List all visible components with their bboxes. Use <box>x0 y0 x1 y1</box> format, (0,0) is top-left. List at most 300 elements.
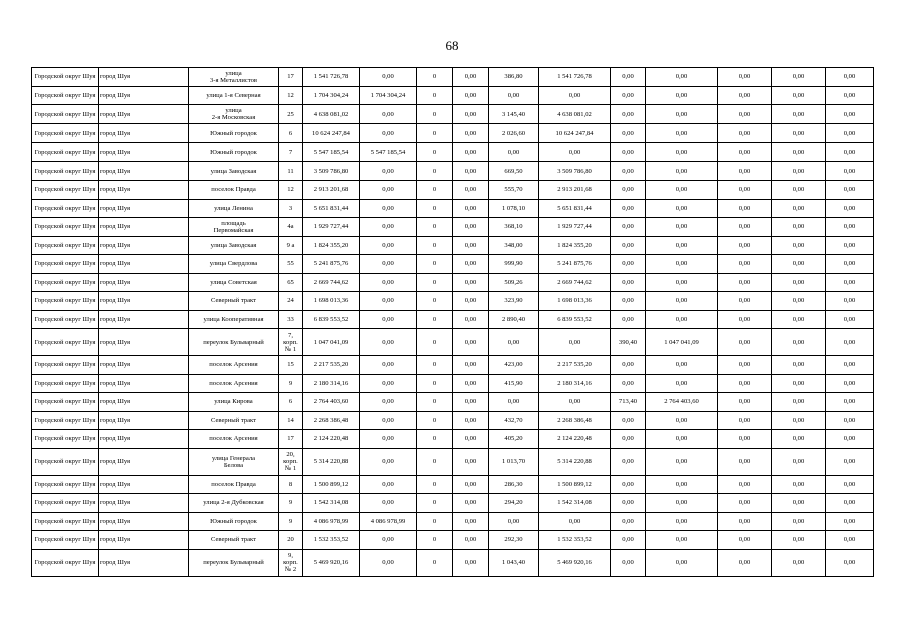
street-cell: улица Кирова <box>189 393 279 412</box>
value-cell: 0 <box>417 143 453 162</box>
value-cell: 0,00 <box>453 475 489 494</box>
house-cell: 65 <box>279 273 303 292</box>
value-cell: 1 929 727,44 <box>539 218 611 237</box>
value-cell: 0,00 <box>772 105 826 124</box>
table-row <box>32 411 874 430</box>
value-cell: 0,00 <box>646 143 718 162</box>
value-cell: 6 839 553,52 <box>539 310 611 329</box>
value-cell: 0,00 <box>360 124 417 143</box>
value-cell: 0 <box>417 181 453 200</box>
table-row <box>32 143 874 162</box>
value-cell: 1 929 727,44 <box>303 218 360 237</box>
street-cell: поселок Арсения <box>189 356 279 375</box>
house-cell: 20, корп. № 1 <box>279 448 303 475</box>
settlement-cell: город Шуя <box>99 356 189 375</box>
value-cell: 0,00 <box>611 181 646 200</box>
value-cell: 0,00 <box>772 218 826 237</box>
value-cell: 6 839 553,52 <box>303 310 360 329</box>
value-cell: 0,00 <box>826 356 874 375</box>
value-cell: 386,80 <box>489 68 539 87</box>
value-cell: 0 <box>417 105 453 124</box>
settlement-cell: город Шуя <box>99 68 189 87</box>
value-cell: 10 624 247,84 <box>539 124 611 143</box>
value-cell: 0 <box>417 162 453 181</box>
value-cell: 0,00 <box>360 329 417 356</box>
value-cell: 2 124 220,48 <box>303 430 360 449</box>
value-cell: 0,00 <box>611 475 646 494</box>
house-cell: 9 <box>279 494 303 513</box>
value-cell: 0,00 <box>360 494 417 513</box>
street-cell: улица 3-я Металлистов <box>189 68 279 87</box>
value-cell: 0,00 <box>611 374 646 393</box>
municipality-cell: Городской округ Шуя <box>32 531 99 550</box>
value-cell: 5 314 220,88 <box>539 448 611 475</box>
settlement-cell: город Шуя <box>99 393 189 412</box>
value-cell: 0,00 <box>453 181 489 200</box>
value-cell: 0,00 <box>826 162 874 181</box>
municipality-cell: Городской округ Шуя <box>32 448 99 475</box>
value-cell: 0,00 <box>646 374 718 393</box>
street-cell: улица Заводская <box>189 236 279 255</box>
value-cell: 1 047 041,09 <box>646 329 718 356</box>
value-cell: 0,00 <box>646 181 718 200</box>
value-cell: 0,00 <box>539 329 611 356</box>
value-cell: 423,00 <box>489 356 539 375</box>
value-cell: 0,00 <box>453 430 489 449</box>
value-cell: 0,00 <box>772 162 826 181</box>
value-cell: 0,00 <box>360 292 417 311</box>
value-cell: 2 217 535,20 <box>539 356 611 375</box>
value-cell: 0,00 <box>718 162 772 181</box>
street-cell: улица Кооперативная <box>189 310 279 329</box>
value-cell: 286,30 <box>489 475 539 494</box>
value-cell: 3 509 786,80 <box>303 162 360 181</box>
street-cell: поселок Арсения <box>189 430 279 449</box>
value-cell: 0,00 <box>772 494 826 513</box>
settlement-cell: город Шуя <box>99 105 189 124</box>
value-cell: 1 541 726,78 <box>539 68 611 87</box>
value-cell: 0 <box>417 329 453 356</box>
value-cell: 0 <box>417 356 453 375</box>
table-body <box>32 68 874 577</box>
municipality-cell: Городской округ Шуя <box>32 68 99 87</box>
value-cell: 0,00 <box>826 199 874 218</box>
value-cell: 0,00 <box>611 549 646 576</box>
value-cell: 2 124 220,48 <box>539 430 611 449</box>
house-cell: 3 <box>279 199 303 218</box>
value-cell: 0,00 <box>453 68 489 87</box>
value-cell: 0 <box>417 374 453 393</box>
value-cell: 0,00 <box>718 430 772 449</box>
municipality-cell: Городской округ Шуя <box>32 512 99 531</box>
value-cell: 0 <box>417 512 453 531</box>
value-cell: 0,00 <box>611 199 646 218</box>
value-cell: 0,00 <box>453 162 489 181</box>
street-cell: Северный тракт <box>189 531 279 550</box>
value-cell: 0,00 <box>453 273 489 292</box>
house-cell: 11 <box>279 162 303 181</box>
value-cell: 669,50 <box>489 162 539 181</box>
value-cell: 0,00 <box>646 218 718 237</box>
value-cell: 5 547 185,54 <box>360 143 417 162</box>
value-cell: 2 764 403,60 <box>646 393 718 412</box>
value-cell: 0,00 <box>718 356 772 375</box>
value-cell: 1 047 041,09 <box>303 329 360 356</box>
settlement-cell: город Шуя <box>99 218 189 237</box>
value-cell: 0,00 <box>453 393 489 412</box>
value-cell: 390,40 <box>611 329 646 356</box>
municipality-cell: Городской округ Шуя <box>32 475 99 494</box>
value-cell: 1 824 355,20 <box>303 236 360 255</box>
value-cell: 555,70 <box>489 181 539 200</box>
table-row <box>32 273 874 292</box>
house-cell: 6 <box>279 124 303 143</box>
street-cell: улица Генерала Белова <box>189 448 279 475</box>
value-cell: 1 824 355,20 <box>539 236 611 255</box>
value-cell: 0,00 <box>772 356 826 375</box>
value-cell: 0,00 <box>718 143 772 162</box>
value-cell: 0 <box>417 430 453 449</box>
value-cell: 0,00 <box>646 124 718 143</box>
value-cell: 0,00 <box>718 374 772 393</box>
value-cell: 0,00 <box>453 255 489 274</box>
table-row <box>32 549 874 576</box>
value-cell: 1 043,40 <box>489 549 539 576</box>
table-row <box>32 531 874 550</box>
value-cell: 0,00 <box>826 181 874 200</box>
house-cell: 7, корп. № 1 <box>279 329 303 356</box>
value-cell: 713,40 <box>611 393 646 412</box>
settlement-cell: город Шуя <box>99 512 189 531</box>
value-cell: 0,00 <box>826 329 874 356</box>
table-row <box>32 430 874 449</box>
settlement-cell: город Шуя <box>99 236 189 255</box>
table-row <box>32 448 874 475</box>
value-cell: 0,00 <box>611 86 646 105</box>
value-cell: 1 500 899,12 <box>539 475 611 494</box>
value-cell: 0 <box>417 310 453 329</box>
value-cell: 0,00 <box>646 356 718 375</box>
value-cell: 0,00 <box>611 356 646 375</box>
value-cell: 0,00 <box>611 236 646 255</box>
settlement-cell: город Шуя <box>99 494 189 513</box>
street-cell: поселок Арсения <box>189 374 279 393</box>
street-cell: улица Советская <box>189 273 279 292</box>
value-cell: 0,00 <box>718 549 772 576</box>
value-cell: 0,00 <box>718 310 772 329</box>
settlement-cell: город Шуя <box>99 292 189 311</box>
municipality-cell: Городской округ Шуя <box>32 374 99 393</box>
house-cell: 9, корп. № 2 <box>279 549 303 576</box>
value-cell: 0,00 <box>539 143 611 162</box>
value-cell: 2 890,40 <box>489 310 539 329</box>
value-cell: 0 <box>417 292 453 311</box>
value-cell: 0,00 <box>772 531 826 550</box>
municipality-cell: Городской округ Шуя <box>32 124 99 143</box>
value-cell: 1 698 013,36 <box>539 292 611 311</box>
value-cell: 0,00 <box>453 411 489 430</box>
municipality-cell: Городской округ Шуя <box>32 105 99 124</box>
settlement-cell: город Шуя <box>99 411 189 430</box>
municipality-cell: Городской округ Шуя <box>32 86 99 105</box>
value-cell: 0,00 <box>360 162 417 181</box>
house-cell: 25 <box>279 105 303 124</box>
value-cell: 0,00 <box>611 494 646 513</box>
value-cell: 0,00 <box>772 374 826 393</box>
value-cell: 2 268 386,48 <box>303 411 360 430</box>
settlement-cell: город Шуя <box>99 199 189 218</box>
value-cell: 0,00 <box>360 475 417 494</box>
value-cell: 0,00 <box>826 310 874 329</box>
value-cell: 0,00 <box>772 199 826 218</box>
value-cell: 0,00 <box>646 199 718 218</box>
value-cell: 0,00 <box>360 199 417 218</box>
value-cell: 0,00 <box>646 512 718 531</box>
value-cell: 0,00 <box>772 430 826 449</box>
municipality-cell: Городской округ Шуя <box>32 218 99 237</box>
value-cell: 0 <box>417 68 453 87</box>
house-cell: 9 а <box>279 236 303 255</box>
value-cell: 0,00 <box>646 68 718 87</box>
value-cell: 3 509 786,80 <box>539 162 611 181</box>
street-cell: улица 2-я Дубковская <box>189 494 279 513</box>
table-row <box>32 105 874 124</box>
value-cell: 0,00 <box>772 448 826 475</box>
value-cell: 0,00 <box>718 199 772 218</box>
value-cell: 0,00 <box>646 411 718 430</box>
page-number: 68 <box>445 38 459 53</box>
settlement-cell: город Шуя <box>99 124 189 143</box>
house-cell: 24 <box>279 292 303 311</box>
value-cell: 415,90 <box>489 374 539 393</box>
value-cell: 0,00 <box>489 329 539 356</box>
value-cell: 405,20 <box>489 430 539 449</box>
value-cell: 4 638 081,02 <box>539 105 611 124</box>
value-cell: 0,00 <box>772 86 826 105</box>
value-cell: 1 542 314,08 <box>539 494 611 513</box>
value-cell: 0,00 <box>718 86 772 105</box>
value-cell: 0,00 <box>826 531 874 550</box>
value-cell: 999,90 <box>489 255 539 274</box>
value-cell: 0,00 <box>646 255 718 274</box>
house-cell: 7 <box>279 143 303 162</box>
table-row <box>32 86 874 105</box>
value-cell: 0,00 <box>611 292 646 311</box>
value-cell: 0,00 <box>489 512 539 531</box>
street-cell: Северный тракт <box>189 411 279 430</box>
settlement-cell: город Шуя <box>99 86 189 105</box>
value-cell: 0,00 <box>826 143 874 162</box>
street-cell: переулок Бульварный <box>189 329 279 356</box>
value-cell: 0,00 <box>611 531 646 550</box>
value-cell: 0,00 <box>360 430 417 449</box>
value-cell: 0,00 <box>826 448 874 475</box>
municipality-cell: Городской округ Шуя <box>32 143 99 162</box>
value-cell: 2 913 201,68 <box>303 181 360 200</box>
value-cell: 2 669 744,62 <box>303 273 360 292</box>
value-cell: 0,00 <box>646 292 718 311</box>
house-cell: 12 <box>279 181 303 200</box>
value-cell: 4 086 978,99 <box>303 512 360 531</box>
house-cell: 12 <box>279 86 303 105</box>
settlement-cell: город Шуя <box>99 329 189 356</box>
value-cell: 0,00 <box>360 393 417 412</box>
street-cell: Южный городок <box>189 124 279 143</box>
value-cell: 0,00 <box>539 512 611 531</box>
value-cell: 0,00 <box>718 292 772 311</box>
table-row <box>32 255 874 274</box>
value-cell: 2 913 201,68 <box>539 181 611 200</box>
value-cell: 0 <box>417 218 453 237</box>
value-cell: 0,00 <box>772 549 826 576</box>
value-cell: 0,00 <box>453 199 489 218</box>
value-cell: 0,00 <box>646 549 718 576</box>
street-cell: Южный городок <box>189 512 279 531</box>
value-cell: 0,00 <box>611 105 646 124</box>
municipality-cell: Городской округ Шуя <box>32 356 99 375</box>
value-cell: 0,00 <box>453 329 489 356</box>
value-cell: 0,00 <box>826 273 874 292</box>
value-cell: 0 <box>417 549 453 576</box>
table-row <box>32 199 874 218</box>
value-cell: 0,00 <box>826 124 874 143</box>
table-row <box>32 68 874 87</box>
value-cell: 0,00 <box>772 411 826 430</box>
value-cell: 0,00 <box>646 494 718 513</box>
value-cell: 0,00 <box>826 292 874 311</box>
value-cell: 0,00 <box>360 374 417 393</box>
data-table <box>31 67 874 577</box>
value-cell: 0,00 <box>611 430 646 449</box>
value-cell: 0,00 <box>360 356 417 375</box>
value-cell: 0 <box>417 199 453 218</box>
value-cell: 0,00 <box>718 218 772 237</box>
settlement-cell: город Шуя <box>99 430 189 449</box>
value-cell: 2 180 314,16 <box>303 374 360 393</box>
value-cell: 0 <box>417 475 453 494</box>
value-cell: 0 <box>417 236 453 255</box>
value-cell: 1 078,10 <box>489 199 539 218</box>
value-cell: 10 624 247,84 <box>303 124 360 143</box>
value-cell: 0,00 <box>772 512 826 531</box>
value-cell: 0 <box>417 494 453 513</box>
house-cell: 55 <box>279 255 303 274</box>
settlement-cell: город Шуя <box>99 273 189 292</box>
value-cell: 0,00 <box>611 143 646 162</box>
value-cell: 0,00 <box>453 143 489 162</box>
value-cell: 0,00 <box>826 105 874 124</box>
value-cell: 0 <box>417 255 453 274</box>
value-cell: 0,00 <box>772 329 826 356</box>
municipality-cell: Городской округ Шуя <box>32 329 99 356</box>
table-row <box>32 494 874 513</box>
value-cell: 0,00 <box>453 549 489 576</box>
value-cell: 0,00 <box>718 236 772 255</box>
settlement-cell: город Шуя <box>99 181 189 200</box>
value-cell: 2 669 744,62 <box>539 273 611 292</box>
value-cell: 0,00 <box>826 430 874 449</box>
value-cell: 0,00 <box>453 512 489 531</box>
value-cell: 0,00 <box>453 448 489 475</box>
value-cell: 0,00 <box>453 124 489 143</box>
settlement-cell: город Шуя <box>99 162 189 181</box>
value-cell: 0,00 <box>718 68 772 87</box>
settlement-cell: город Шуя <box>99 255 189 274</box>
value-cell: 0,00 <box>489 393 539 412</box>
value-cell: 0,00 <box>611 218 646 237</box>
value-cell: 5 314 220,88 <box>303 448 360 475</box>
value-cell: 0,00 <box>718 181 772 200</box>
settlement-cell: город Шуя <box>99 374 189 393</box>
value-cell: 0,00 <box>360 218 417 237</box>
table-row <box>32 236 874 255</box>
value-cell: 5 469 920,16 <box>303 549 360 576</box>
value-cell: 0,00 <box>646 273 718 292</box>
municipality-cell: Городской округ Шуя <box>32 430 99 449</box>
value-cell: 0,00 <box>718 448 772 475</box>
value-cell: 0,00 <box>772 292 826 311</box>
table-row <box>32 124 874 143</box>
value-cell: 0,00 <box>453 292 489 311</box>
value-cell: 0,00 <box>718 273 772 292</box>
value-cell: 0,00 <box>646 86 718 105</box>
house-cell: 33 <box>279 310 303 329</box>
value-cell: 0,00 <box>826 411 874 430</box>
settlement-cell: город Шуя <box>99 475 189 494</box>
value-cell: 0,00 <box>718 494 772 513</box>
value-cell: 0,00 <box>772 181 826 200</box>
value-cell: 5 547 185,54 <box>303 143 360 162</box>
value-cell: 2 217 535,20 <box>303 356 360 375</box>
value-cell: 0,00 <box>772 68 826 87</box>
value-cell: 0,00 <box>772 255 826 274</box>
value-cell: 5 241 875,76 <box>539 255 611 274</box>
value-cell: 0,00 <box>646 236 718 255</box>
value-cell: 0,00 <box>772 273 826 292</box>
value-cell: 0,00 <box>539 86 611 105</box>
value-cell: 0,00 <box>646 310 718 329</box>
street-cell: улица Ленина <box>189 199 279 218</box>
value-cell: 0,00 <box>718 512 772 531</box>
municipality-cell: Городской округ Шуя <box>32 549 99 576</box>
value-cell: 0,00 <box>611 448 646 475</box>
value-cell: 0,00 <box>718 124 772 143</box>
value-cell: 0,00 <box>646 531 718 550</box>
value-cell: 0,00 <box>826 393 874 412</box>
value-cell: 368,10 <box>489 218 539 237</box>
value-cell: 0,00 <box>772 475 826 494</box>
value-cell: 2 180 314,16 <box>539 374 611 393</box>
street-cell: Южный городок <box>189 143 279 162</box>
value-cell: 0,00 <box>453 86 489 105</box>
house-cell: 9 <box>279 512 303 531</box>
value-cell: 0,00 <box>611 68 646 87</box>
value-cell: 0,00 <box>772 143 826 162</box>
street-cell: переулок Бульварный <box>189 549 279 576</box>
value-cell: 0,00 <box>772 236 826 255</box>
value-cell: 0,00 <box>453 218 489 237</box>
value-cell: 0,00 <box>360 181 417 200</box>
house-cell: 6 <box>279 393 303 412</box>
house-cell: 17 <box>279 430 303 449</box>
municipality-cell: Городской округ Шуя <box>32 273 99 292</box>
settlement-cell: город Шуя <box>99 549 189 576</box>
value-cell: 348,00 <box>489 236 539 255</box>
value-cell: 509,26 <box>489 273 539 292</box>
table-row <box>32 475 874 494</box>
value-cell: 0,00 <box>360 105 417 124</box>
table-row <box>32 181 874 200</box>
